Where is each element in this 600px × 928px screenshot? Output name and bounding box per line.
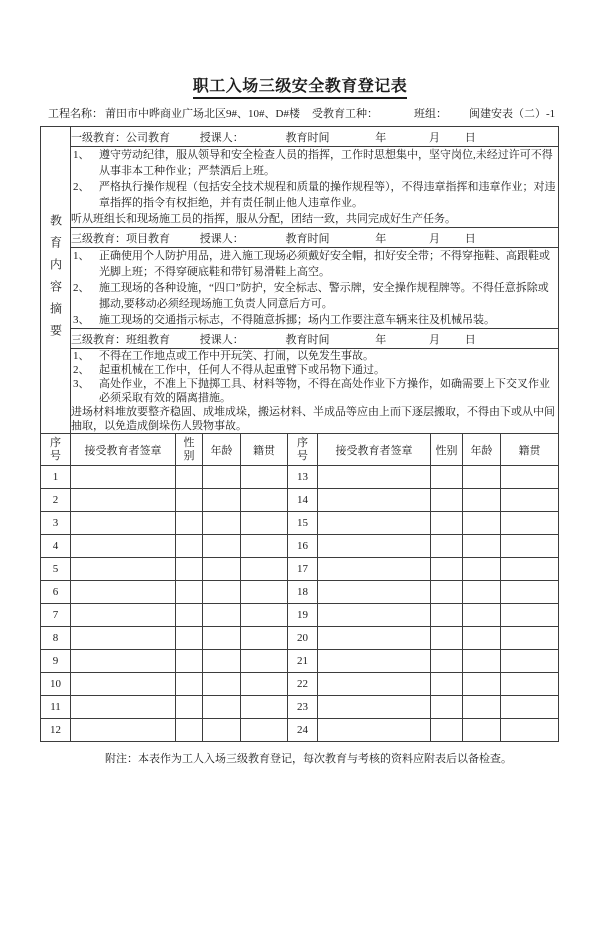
- item-text: 遵守劳动纪律，服从领导和安全检查人员的指挥，工作时思想集中，坚守岗位,未经过许可不得从事非本工种作业；严禁酒后上班。: [99, 149, 553, 177]
- signature-cell: [241, 604, 288, 627]
- section2-content-row: [41, 248, 559, 329]
- signature-cell: [501, 512, 559, 535]
- signature-cell: [501, 535, 559, 558]
- signature-row: [41, 581, 559, 604]
- item-text: 正确使用个人防护用品，进入施工现场必须戴好安全帽，扣好安全带；不得穿拖鞋、高跟鞋或光脚上班；不得穿硬底鞋和带钉易滑鞋上高空。: [99, 250, 550, 278]
- item-number: 1、: [73, 250, 90, 262]
- signature-cell: [241, 466, 288, 489]
- signature-row: [41, 650, 559, 673]
- education-item: [71, 211, 558, 227]
- info-line: [48, 105, 600, 121]
- section3-content-row: [41, 349, 559, 434]
- education-level: 一级教育：公司教育: [71, 131, 170, 144]
- signature-row: [41, 696, 559, 719]
- signature-cell: [71, 604, 176, 627]
- section3-header-row: [41, 329, 559, 349]
- signature-cell: [463, 512, 501, 535]
- signature-cell: [318, 466, 431, 489]
- signature-cell: [241, 673, 288, 696]
- signature-cell: [203, 512, 241, 535]
- signature-cell: [431, 466, 463, 489]
- signature-cell: [241, 696, 288, 719]
- row-number: 12: [41, 719, 71, 742]
- signature-cell: [431, 581, 463, 604]
- item-text: 起重机械在工作中，任何人不得从起重臂下或吊物下通过。: [99, 364, 385, 376]
- signature-cell: [318, 627, 431, 650]
- signature-cell: [501, 466, 559, 489]
- signature-cell: [318, 558, 431, 581]
- signature-cell: [203, 558, 241, 581]
- row-number: 23: [288, 696, 318, 719]
- row-number: 19: [288, 604, 318, 627]
- signature-cell: [463, 696, 501, 719]
- signature-cell: [463, 604, 501, 627]
- year-label: 年: [375, 232, 387, 245]
- row-number: 1: [41, 466, 71, 489]
- signature-cell: [203, 581, 241, 604]
- col-header-seq-left: [41, 434, 71, 466]
- signature-row: [41, 489, 559, 512]
- signature-cell: [501, 604, 559, 627]
- signature-cell: [176, 535, 203, 558]
- signature-cell: [71, 581, 176, 604]
- section2-header: [71, 228, 559, 248]
- signature-cell: [71, 650, 176, 673]
- signature-cell: [176, 650, 203, 673]
- signature-cell: [176, 558, 203, 581]
- signature-cell: [318, 535, 431, 558]
- signature-cell: [176, 696, 203, 719]
- month-label: 月: [429, 232, 440, 245]
- signature-cell: [431, 604, 463, 627]
- month-label: 月: [429, 333, 440, 346]
- signature-cell: [318, 650, 431, 673]
- signature-cell: [203, 650, 241, 673]
- col-header-signature-right: 接受教育者签章: [318, 434, 431, 466]
- signature-cell: [501, 719, 559, 742]
- signature-cell: [241, 558, 288, 581]
- row-number: 4: [41, 535, 71, 558]
- item-text: 高处作业，不准上下抛掷工具、材料等物，不得在高处作业下方操作，如确需要上下交叉作业必须采取有效的隔离措施。: [99, 378, 550, 404]
- row-number: 3: [41, 512, 71, 535]
- signature-cell: [501, 558, 559, 581]
- education-time-label: 教育时间: [285, 333, 330, 346]
- signature-cell: [241, 650, 288, 673]
- section2-header-row: [41, 228, 559, 248]
- trade-field-label: 受教育工种：: [311, 108, 378, 120]
- education-item: [71, 312, 558, 328]
- education-item: [71, 179, 558, 211]
- page-title: [0, 78, 600, 99]
- side-label-cell: [41, 127, 71, 434]
- signature-row: [41, 466, 559, 489]
- signature-cell: [318, 489, 431, 512]
- signature-cell: [176, 466, 203, 489]
- education-level: 三级教育：项目教育: [71, 232, 170, 245]
- signature-cell: [176, 489, 203, 512]
- signature-cell: [241, 627, 288, 650]
- signature-cell: [463, 581, 501, 604]
- col-header-text: 序号: [50, 436, 61, 462]
- item-number: 2、: [73, 364, 90, 376]
- signature-cell: [431, 650, 463, 673]
- col-header-gender-left: [176, 434, 203, 466]
- col-header-age-right: 年龄: [463, 434, 501, 466]
- lecturer-label: 授课人：: [199, 232, 244, 245]
- row-number: 11: [41, 696, 71, 719]
- row-number: 2: [41, 489, 71, 512]
- item-number: 2、: [73, 181, 90, 193]
- signature-cell: [431, 673, 463, 696]
- section2-content: [71, 248, 559, 329]
- row-number: 22: [288, 673, 318, 696]
- item-text: 不得在工作地点或工作中开玩笑、打闹，以免发生事故。: [99, 350, 374, 362]
- signature-cell: [463, 673, 501, 696]
- signature-cell: [203, 673, 241, 696]
- signature-row: [41, 558, 559, 581]
- page-title-text: 职工入场三级安全教育登记表: [193, 78, 408, 99]
- row-number: 18: [288, 581, 318, 604]
- row-number: 15: [288, 512, 318, 535]
- form-code: 闽建安表（二）-1: [468, 108, 556, 120]
- item-text: 施工现场的各种设施，“四口”防护，安全标志、警示牌，安全操作规程牌等。不得任意拆除或挪动,要移动必须经现场施工负责人同意后方可。: [99, 282, 549, 310]
- signature-cell: [318, 696, 431, 719]
- item-number: 1、: [73, 350, 90, 362]
- signature-cell: [241, 489, 288, 512]
- section3-content: [71, 349, 559, 434]
- item-text: 听从班组长和现场施工员的指挥，服从分配，团结一致，共同完成好生产任务。: [71, 213, 456, 225]
- item-number: 1、: [73, 149, 90, 161]
- signature-cell: [318, 512, 431, 535]
- day-label: 日: [464, 232, 476, 245]
- signature-cell: [176, 627, 203, 650]
- signature-cell: [501, 489, 559, 512]
- project-name-label: 工程名称：: [48, 108, 103, 120]
- row-number: 6: [41, 581, 71, 604]
- education-time-label: 教育时间: [285, 232, 330, 245]
- signature-cell: [463, 719, 501, 742]
- team-field-label: 班组：: [413, 108, 447, 120]
- education-level: 三级教育：班组教育: [71, 333, 170, 346]
- col-header-origin-right: 籍贯: [501, 434, 559, 466]
- education-item: [71, 349, 558, 363]
- col-header-text: 性别: [183, 436, 195, 462]
- signature-cell: [71, 466, 176, 489]
- education-item: [71, 248, 558, 280]
- signature-cell: [431, 696, 463, 719]
- item-number: 3、: [73, 378, 90, 390]
- signature-cell: [176, 604, 203, 627]
- signature-cell: [71, 696, 176, 719]
- signature-cell: [501, 650, 559, 673]
- signature-cell: [501, 673, 559, 696]
- section1-header-row: [41, 127, 559, 147]
- registration-form-table: [40, 126, 559, 742]
- section3-header: [71, 329, 559, 349]
- year-label: 年: [375, 131, 387, 144]
- education-item: [71, 377, 558, 405]
- footnote: 附注：本表作为工人入场三级教育登记，每次教育与考核的资料应附表后以备检查。: [105, 753, 512, 765]
- document-page: [0, 78, 600, 928]
- col-header-origin-left: 籍贯: [241, 434, 288, 466]
- row-number: 16: [288, 535, 318, 558]
- signature-cell: [463, 489, 501, 512]
- signature-cell: [203, 696, 241, 719]
- signature-cell: [318, 581, 431, 604]
- signature-cell: [176, 581, 203, 604]
- day-label: 日: [464, 131, 476, 144]
- education-time-label: 教育时间: [285, 131, 330, 144]
- signature-cell: [71, 673, 176, 696]
- signature-cell: [463, 466, 501, 489]
- month-label: 月: [429, 131, 440, 144]
- project-name-value: 莆田市中晔商业广场北区9#、10#、D#楼: [105, 108, 300, 120]
- signature-cell: [431, 627, 463, 650]
- section1-content-row: [41, 147, 559, 228]
- education-item: [71, 147, 558, 179]
- item-number: 3、: [73, 314, 90, 326]
- signature-cell: [431, 512, 463, 535]
- row-number: 24: [288, 719, 318, 742]
- signature-cell: [431, 535, 463, 558]
- signature-cell: [463, 535, 501, 558]
- col-header-text: 序号: [297, 436, 308, 462]
- item-number: 2、: [73, 282, 90, 294]
- signature-cell: [71, 535, 176, 558]
- signature-cell: [431, 719, 463, 742]
- signature-cell: [203, 535, 241, 558]
- signature-row: [41, 627, 559, 650]
- row-number: 14: [288, 489, 318, 512]
- signature-cell: [431, 558, 463, 581]
- signature-cell: [241, 535, 288, 558]
- row-number: 17: [288, 558, 318, 581]
- education-item: [71, 363, 558, 377]
- lecturer-label: 授课人：: [199, 131, 244, 144]
- section1-content: [71, 147, 559, 228]
- item-text: 严格执行操作规程（包括安全技术规程和质量的操作规程等），不得违章指挥和违章作业；对违章指挥的指令有权拒绝，并有责任制止他人违章作业。: [99, 181, 556, 209]
- signature-cell: [71, 719, 176, 742]
- col-header-age-left: 年龄: [203, 434, 241, 466]
- signature-cell: [501, 696, 559, 719]
- row-number: 8: [41, 627, 71, 650]
- signature-cell: [203, 489, 241, 512]
- row-number: 20: [288, 627, 318, 650]
- row-number: 7: [41, 604, 71, 627]
- signature-row: [41, 719, 559, 742]
- signature-cell: [71, 627, 176, 650]
- signature-cell: [176, 673, 203, 696]
- signature-cell: [463, 650, 501, 673]
- year-label: 年: [375, 333, 387, 346]
- col-header-signature-left: 接受教育者签章: [71, 434, 176, 466]
- day-label: 日: [464, 333, 476, 346]
- education-item: [71, 280, 558, 312]
- signature-cell: [176, 719, 203, 742]
- section1-header: [71, 127, 559, 147]
- lecturer-label: 授课人：: [199, 333, 244, 346]
- signature-row: [41, 673, 559, 696]
- signature-cell: [463, 558, 501, 581]
- col-header-gender-right: 性别: [431, 434, 463, 466]
- row-number: 21: [288, 650, 318, 673]
- side-label: 教育内容摘要: [48, 214, 63, 346]
- signature-row: [41, 604, 559, 627]
- signature-cell: [463, 627, 501, 650]
- signature-cell: [203, 719, 241, 742]
- signature-cell: [241, 512, 288, 535]
- signature-table-header-row: [41, 434, 559, 466]
- signature-cell: [241, 719, 288, 742]
- item-text: 进场材料堆放要整齐稳固、成堆成垛，搬运材料、半成品等应由上而下逐层搬取，不得由下或从中间抽取，以免造成倒垛伤人毁物事故。: [71, 406, 555, 432]
- signature-cell: [203, 604, 241, 627]
- row-number: 5: [41, 558, 71, 581]
- signature-cell: [241, 581, 288, 604]
- signature-cell: [431, 489, 463, 512]
- row-number: 13: [288, 466, 318, 489]
- signature-cell: [318, 673, 431, 696]
- signature-row: [41, 512, 559, 535]
- signature-cell: [176, 512, 203, 535]
- signature-cell: [501, 581, 559, 604]
- signature-row: [41, 535, 559, 558]
- item-text: 施工现场的交通指示标志，不得随意拆挪；场内工作要注意车辆来往及机械吊装。: [99, 314, 495, 326]
- signature-cell: [203, 466, 241, 489]
- signature-cell: [71, 489, 176, 512]
- signature-cell: [318, 719, 431, 742]
- signature-cell: [501, 627, 559, 650]
- col-header-seq-right: [288, 434, 318, 466]
- signature-cell: [318, 604, 431, 627]
- row-number: 9: [41, 650, 71, 673]
- education-item: [71, 405, 558, 433]
- signature-cell: [71, 558, 176, 581]
- signature-cell: [203, 627, 241, 650]
- row-number: 10: [41, 673, 71, 696]
- signature-cell: [71, 512, 176, 535]
